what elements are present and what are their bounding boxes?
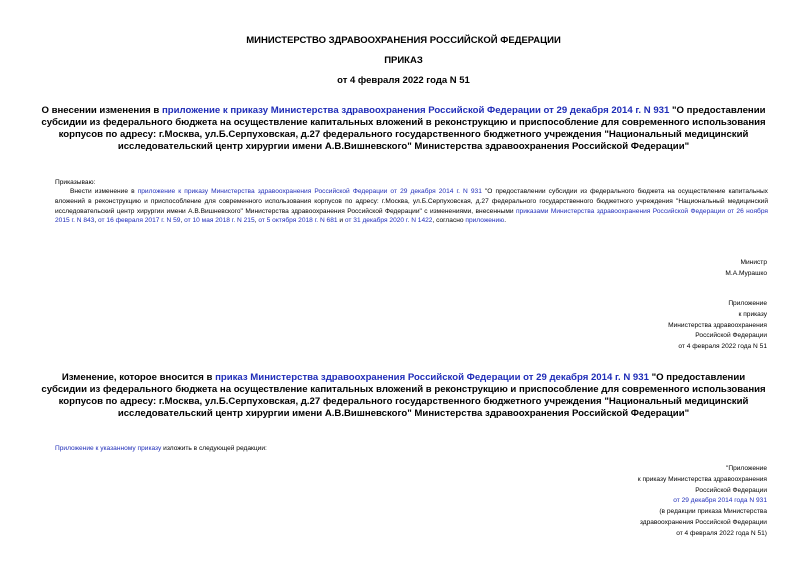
link-appendix-to-order[interactable]: Приложение к указанному приказу (55, 445, 162, 452)
link-order-215[interactable]: от 10 мая 2018 г. N 215 (184, 217, 255, 225)
doc-date-number: от 4 февраля 2022 года N 51 (337, 75, 470, 86)
order-label: Приказываю: (55, 179, 96, 186)
change-instruction: Приложение к указанному приказу изложить в следующей редакции: (55, 445, 267, 452)
link-appendix-order-931[interactable]: приложение к приказу Министерства здравоохранения Российской Федерации от 29 декабря 2014 г. N 931 (137, 188, 482, 195)
ministry-header: МИНИСТЕРСТВО ЗДРАВООХРАНЕНИЯ РОССИЙСКОЙ ФЕДЕРАЦИИ (246, 35, 561, 46)
title-link[interactable]: приложение к приказу Министерства здравоохранения Российской Федерации от 29 декабря 2014 г. N 931 (161, 105, 670, 116)
signature-block (725, 258, 767, 280)
link-order-681[interactable]: от 5 октября 2018 г. N 681 (258, 217, 338, 225)
appendix-block: Приложение к приказу Министерства здравоохранения Российской Федерации от 4 февраля 2022 года N 51 (668, 300, 767, 351)
doc-type: ПРИКАЗ (384, 55, 423, 66)
link-appendix[interactable]: приложению (465, 217, 505, 225)
title-prefix: О внесении изменения в (41, 105, 162, 116)
order-paragraph: Внести изменение в приложение к приказу Министерства здравоохранения Российской Федерации от 29 декабря 2014 г. N 931 "О предоставлении субсидии из федерального бюджета на осуществление капитальных вложений в реконструкцию и приспособление для современного использования корпусов по адресу: г.Москва, ул.Б.Серпуховская, д.27 федерального государственного бюджетного учреждения "Национальный медицинский исследовательский центр хирургии имени А.В.Вишневского" Министерства здравоохранения Российской Федерации" с изменениями, внесенными приказами Министерства здравоохранения Российской Федерации от 26 ноября 2015 г. N 843, от 16 февраля 2017 г. N 59, от 10 мая 2018 г. N 215, от 5 октября 2018 г. N 681 и от 31 декабря 2020 г. N 1422, согласно приложению. (55, 188, 768, 225)
link-order-59[interactable]: от 16 февраля 2017 г. N 59 (98, 217, 181, 225)
title-rest: "О предоставлении субсидии из федерального бюджета на осуществление капитальных вложений в реконструкцию и приспособление для современного использования корпусов по адресу: г.Москва, ул.Б.Серпуховская, д.27 федерального государственного бюджетного учреждения "Национальный медицинский исследовательский центр хирургии имени А.В.Вишневского" Министерства здравоохранения Российской Федерации" (41, 105, 766, 152)
change-title: Изменение, которое вносится в приказ Министерства здравоохранения Российской Федерации от 29 декабря 2014 г. N 931 "О предоставлении субсидии из федерального бюджета на осуществление капитальных вложений в реконструкцию и приспособление для современного использования корпусов по адресу: г.Москва, ул.Б.Серпуховская, д.27 федерального государственного бюджетного учреждения "Национальный медицинский исследовательский центр хирургии имени А.В.Вишневского" Министерства здравоохранения Российской Федерации" (41, 372, 766, 419)
signature-name: М.А.Мурашко (725, 269, 767, 277)
link-order-843[interactable]: приказами Министерства здравоохранения Российской Федерации от 26 ноября 2015 г. N 843 (55, 207, 768, 225)
title2-link[interactable]: приказ Министерства здравоохранения Российской Федерации от 29 декабря 2014 г. N 931 (215, 372, 649, 383)
link-order-931-date[interactable]: от 29 декабря 2014 года N 931 (673, 497, 767, 505)
signature-position: Министр (740, 259, 767, 266)
quoted-appendix-block: "Приложение к приказу Министерства здравоохранения Российской Федерации от 29 декабря 2014 года N 931 (в редакции приказа Министерства здравоохранения Российской Федерации от 4 февраля 2022 года N 51) (637, 465, 767, 537)
link-order-1422[interactable]: от 31 декабря 2020 г. N 1422 (344, 217, 433, 225)
document-title (40, 105, 767, 153)
